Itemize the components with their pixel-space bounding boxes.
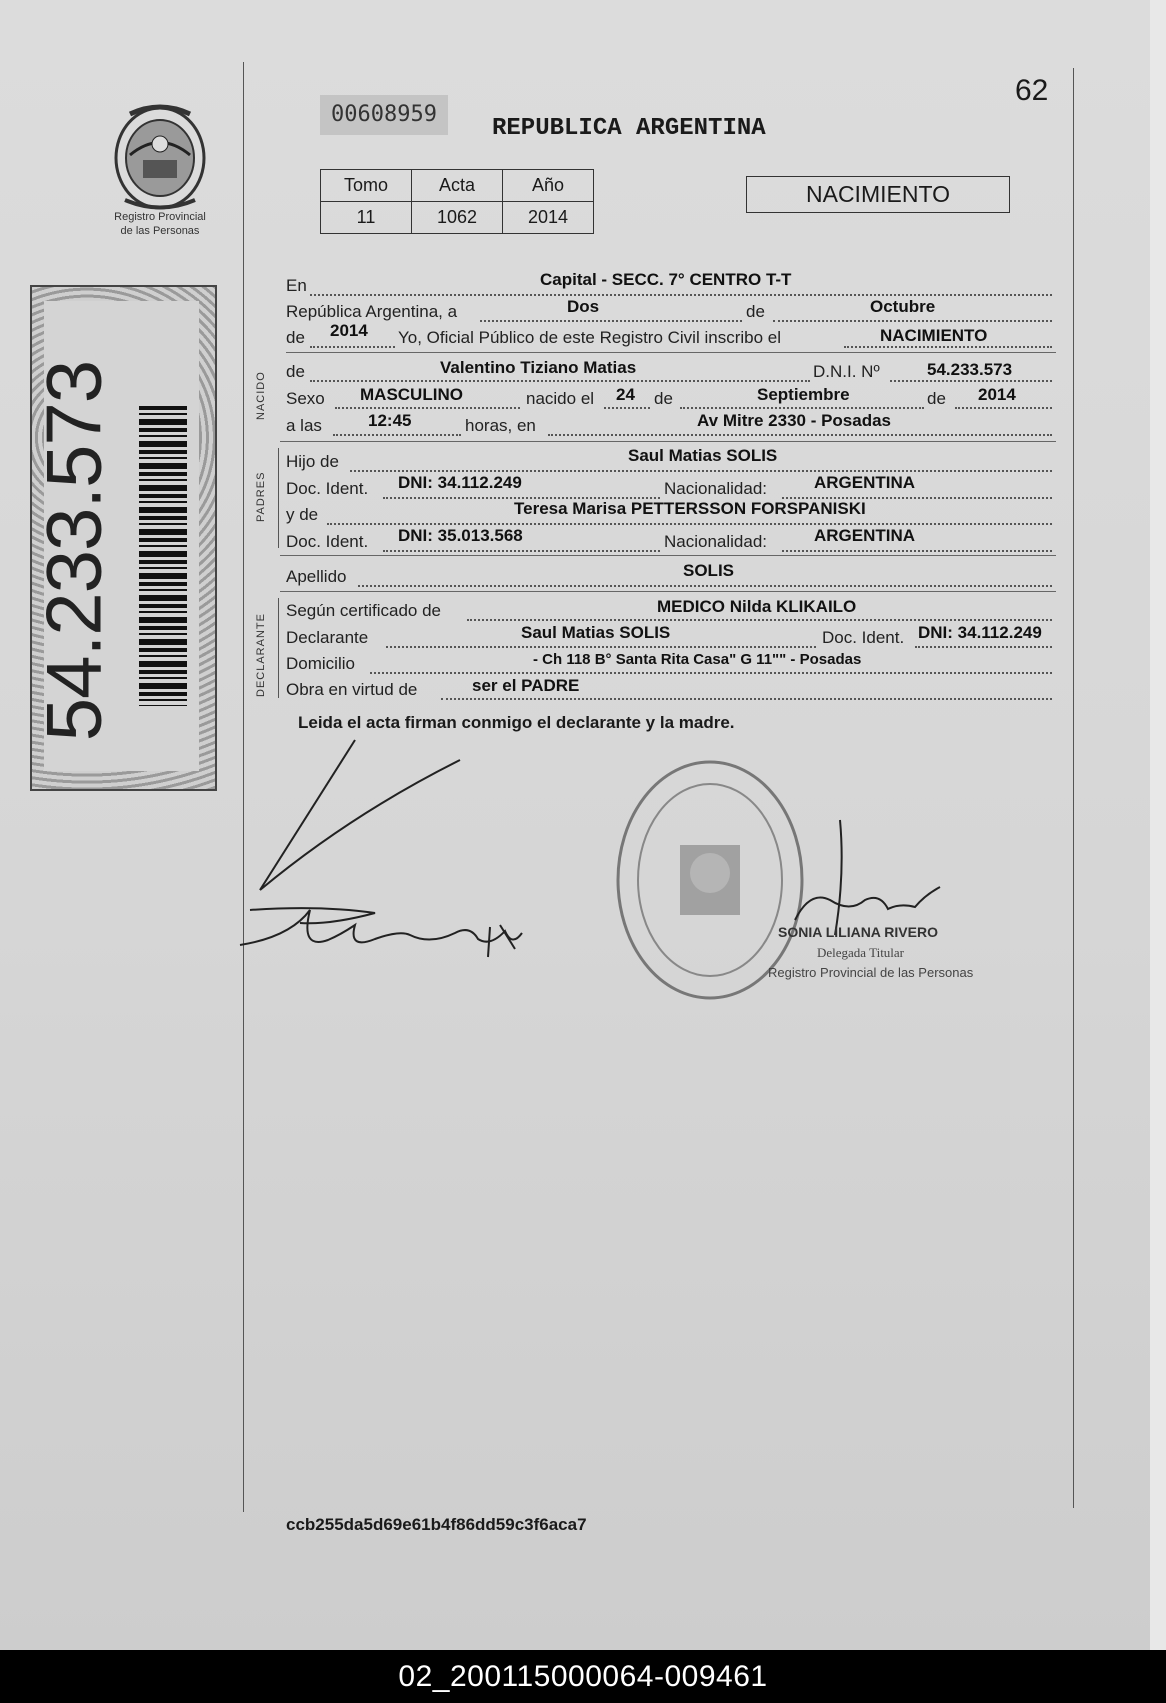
padres-father-nac-label: Nacionalidad: (664, 479, 768, 498)
declarante-certificado: MEDICO Nilda KLIKAILO (657, 597, 857, 616)
nacido-de-label2: de (654, 389, 673, 408)
registry-header-anio: Año (503, 170, 594, 202)
barcode-strip-inner (29, 301, 199, 771)
intro-day: Dos (567, 297, 600, 316)
padres-hijo-label: Hijo de (286, 452, 339, 471)
padres-mother-nac-label: Nacionalidad: (664, 532, 768, 551)
nacido-time: 12:45 (368, 411, 412, 430)
padres-mother-nac-dots (782, 550, 1052, 552)
nacido-day: 24 (616, 385, 635, 404)
nacido-place: Av Mitre 2330 - Posadas (697, 411, 892, 430)
nacido-dni-dots (890, 380, 1052, 382)
declarante-section-label: DECLARANTE (255, 613, 267, 697)
seal-caption (90, 210, 230, 238)
declarante-obra-label: Obra en virtud de (286, 680, 418, 699)
padres-father-dots (350, 470, 1052, 472)
nacido-sexo-label: Sexo (286, 389, 325, 408)
nacido-sexo: MASCULINO (360, 385, 463, 404)
registry-value-anio: 2014 (503, 202, 594, 234)
intro-en-dots (310, 294, 1052, 296)
document-title: REPUBLICA ARGENTINA (492, 115, 766, 142)
seal-caption-line1: Registro Provincial (114, 211, 206, 223)
nacido-dni-label: D.N.I. Nº (813, 362, 880, 381)
declarante-domicilio-label: Domicilio (286, 654, 355, 673)
intro-registro-dots (844, 346, 1052, 348)
barcode-strip (30, 285, 217, 791)
nacido-time-dots (333, 434, 461, 436)
nacido-month-dots (680, 407, 924, 409)
strip-number: 54.233.573 (29, 360, 118, 742)
nacido-place-dots (548, 434, 1052, 436)
document-hash: ccb255da5d69e61b4f86dd59c3f6aca7 (286, 1515, 587, 1534)
nacido-section-label: NACIDO (255, 371, 267, 420)
declarante-doc-dots (915, 646, 1052, 648)
footer-id: 02_200115000064-009461 (398, 1659, 768, 1693)
padres-mother-name: Teresa Marisa PETTERSSON FORSPANISKI (514, 499, 866, 518)
apellido-value: SOLIS (683, 561, 735, 580)
official-office: Registro Provincial de las Personas (768, 965, 974, 980)
padres-mother-doc: DNI: 35.013.568 (398, 526, 523, 545)
serial-number: 00608959 (320, 95, 448, 135)
padres-section-label: PADRES (255, 471, 267, 522)
nacido-dni: 54.233.573 (927, 360, 1013, 379)
intro-de-label2: de (286, 328, 305, 347)
declarante-doc-label: Doc. Ident. (822, 628, 905, 647)
nacido-de-label: de (286, 362, 305, 381)
padres-y-de-label: y de (286, 505, 319, 524)
intro-month-dots (773, 320, 1052, 322)
apellido-top-rule (280, 555, 1056, 556)
declarante-certificado-label: Según certificado de (286, 601, 441, 620)
apellido-label: Apellido (286, 567, 347, 586)
nacido-name-dots (310, 380, 810, 382)
declarante-declarante-dots (386, 646, 816, 648)
declarante-certificado-dots (467, 619, 1052, 621)
intro-year-dots (310, 346, 395, 348)
nacido-year: 2014 (978, 385, 1016, 404)
padres-father-doc: DNI: 34.112.249 (398, 473, 522, 492)
declarante-obra-dots (441, 698, 1052, 700)
registry-header-acta: Acta (412, 170, 503, 202)
document-type-box: NACIMIENTO (746, 176, 1010, 213)
padres-mother-nationality: ARGENTINA (814, 526, 916, 545)
declarante-bracket (278, 598, 279, 698)
registry-table-header-row (321, 170, 594, 202)
nacido-nacido-label: nacido el (526, 389, 595, 408)
declarante-doc: DNI: 34.112.249 (918, 623, 1042, 642)
intro-year: 2014 (330, 321, 368, 340)
padres-father-doc-label: Doc. Ident. (286, 479, 369, 498)
padres-mother-dots (327, 523, 1052, 525)
official-name: SONIA LILIANA RIVERO (778, 924, 938, 940)
registry-table-value-row (321, 202, 594, 234)
intro-day-dots (480, 320, 742, 322)
province-seal-icon (105, 100, 215, 210)
padres-top-rule (280, 441, 1056, 442)
nacido-horas-label: horas, en (465, 416, 536, 435)
page-edge (1150, 0, 1166, 1650)
intro-month: Octubre (870, 297, 936, 316)
declarante-declarante-label: Declarante (286, 628, 369, 647)
padres-mother-doc-dots (383, 550, 660, 552)
intro-place: Capital - SECC. 7° CENTRO T-T (540, 270, 792, 289)
intro-republica-label: República Argentina, a (286, 302, 458, 321)
nacido-de-label3: de (927, 389, 946, 408)
nacido-day-dots (604, 407, 650, 409)
right-margin-line (1073, 68, 1074, 1508)
closing-text: Leida el acta firman conmigo el declarante y la madre. (298, 713, 735, 732)
padres-father-name: Saul Matias SOLIS (628, 446, 778, 465)
padres-mother-doc-label: Doc. Ident. (286, 532, 369, 551)
declarante-obra: ser el PADRE (472, 676, 580, 695)
declarante-top-rule (280, 591, 1056, 592)
intro-de-label: de (746, 302, 765, 321)
barcode-icon (139, 406, 187, 706)
mother-signature-icon (230, 735, 540, 970)
registry-header-tomo: Tomo (321, 170, 412, 202)
nacido-name: Valentino Tiziano Matias (440, 358, 637, 377)
intro-oficial-text: Yo, Oficial Público de este Registro Civil inscribo el (398, 328, 781, 347)
nacido-a-las-label: a las (286, 416, 322, 435)
declarante-domicilio-dots (370, 672, 1052, 674)
nacido-sexo-dots (335, 407, 520, 409)
official-title: Delegada Titular (817, 945, 905, 960)
declarante-domicilio: - Ch 118 B° Santa Rita Casa" G 11"" - Posadas (533, 651, 862, 668)
intro-en-label: En (286, 276, 307, 295)
page-number: 62 (1015, 74, 1049, 107)
padres-father-nationality: ARGENTINA (814, 473, 916, 492)
seal-caption-line2: de las Personas (120, 225, 200, 237)
declarante-declarante: Saul Matias SOLIS (521, 623, 671, 642)
registry-value-tomo: 11 (321, 202, 412, 234)
footer-id-bar (0, 1650, 1166, 1703)
nacido-month: Septiembre (757, 385, 850, 404)
padres-bracket (278, 448, 279, 548)
registry-value-acta: 1062 (412, 202, 503, 234)
apellido-dots (358, 585, 1052, 587)
registry-table (320, 169, 594, 234)
nacido-year-dots (955, 407, 1052, 409)
intro-registro: NACIMIENTO (880, 326, 988, 345)
nacido-top-rule (286, 352, 1056, 353)
